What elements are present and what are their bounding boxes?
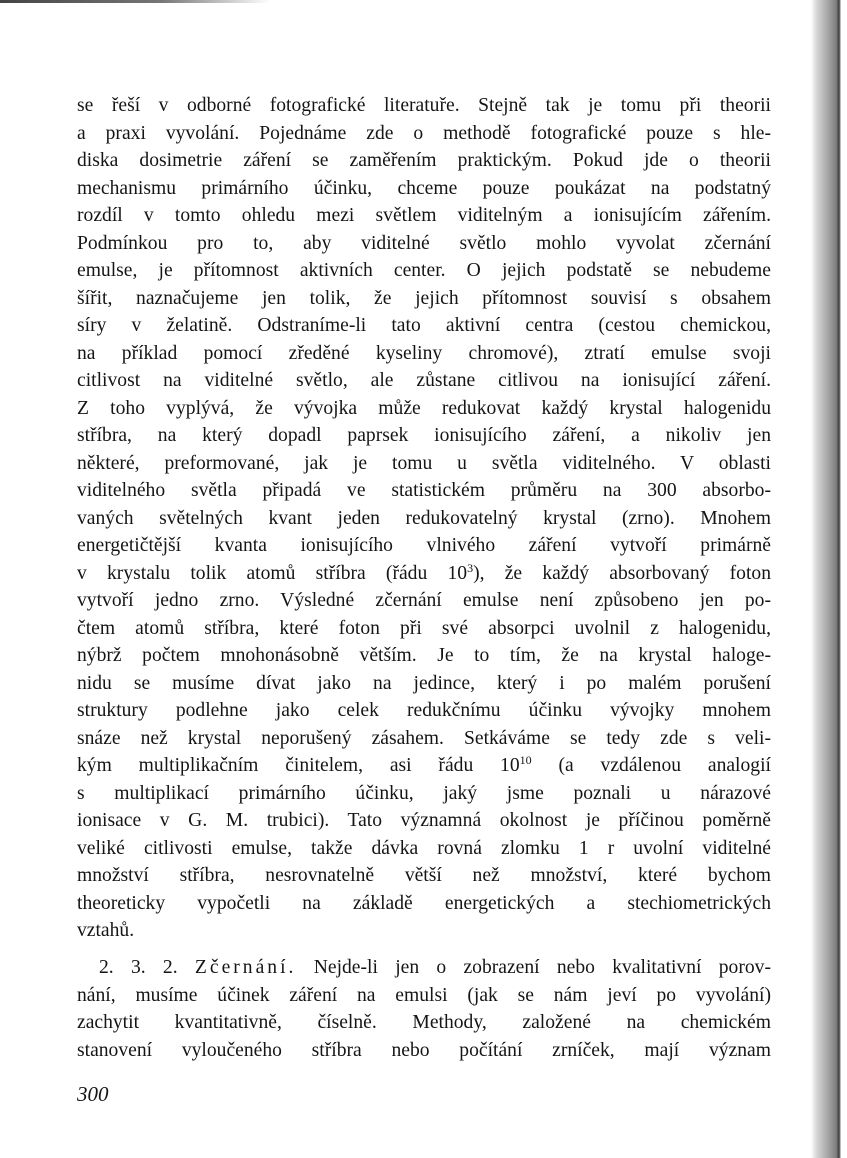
- text-line: na příklad pomocí zředěné kyseliny chromové), ztratí emulse svoji: [77, 342, 771, 364]
- text-line: emulse, je přítomnost aktivních center. O jejich podstatě se nebudeme: [77, 260, 771, 281]
- text-segment: (a vzdálenou analogií: [531, 755, 771, 776]
- exponent: 10: [519, 753, 532, 767]
- text-line: veliké citlivosti emulse, takže dávka rovná zlomku 1 r uvolní viditelné: [77, 837, 771, 859]
- scan-top-edge-shadow: [0, 0, 270, 3]
- text-line: se řeší v odborné fotografické literatuře. Stejně tak je tomu při theorii: [77, 95, 771, 116]
- text-line-with-exponent: [77, 752, 771, 780]
- text-line-with-exponent: [77, 560, 771, 588]
- exponent: 3: [467, 560, 474, 575]
- text-line: čtem atomů stříbra, které foton při své absorpci uvolnil z halogenidu,: [77, 617, 771, 639]
- section-2-3-2: [77, 954, 771, 1064]
- text-segment: v krystalu tolik atomů stříbra (řádu 10: [77, 562, 468, 584]
- text-line: ionisace v G. M. trubici). Tato významná okolnost je příčinou poměrně: [77, 810, 771, 831]
- text-line: zachytit kvantitativně, číselně. Methody, založené na chemickém: [77, 1012, 771, 1033]
- body-paragraph: [77, 92, 771, 945]
- text-line: diska dosimetrie záření se zaměřením praktickým. Pokud jde o theorii: [77, 150, 771, 171]
- text-line: síry v želatině. Odstraníme-li tato aktivní centra (cestou chemickou,: [77, 315, 771, 336]
- text-line: nýbrž počtem mnohonásobně větším. Je to tím, že na krystal haloge-: [77, 645, 771, 666]
- text-line: snáze než krystal neporušený zásahem. Setkáváme se tedy zde s veli-: [77, 727, 771, 749]
- text-line: vaných světelných kvant jeden redukovatelný krystal (zrno). Mnohem: [77, 507, 771, 529]
- text-segment: Nejde-li jen o zobrazení nebo kvalitativní porov-: [296, 957, 772, 978]
- text-line: mechanismu primárního účinku, chceme pouze poukázat na podstatný: [77, 177, 771, 199]
- text-line: a praxi vyvolání. Pojednáme zde o methodě fotografické pouze s hle-: [77, 122, 771, 144]
- text-line: viditelného světla připadá ve statistickém průměru na 300 absorbo-: [77, 480, 771, 501]
- book-binding-shadow: [811, 0, 847, 1158]
- text-line: Podmínkou pro to, aby viditelné světlo mohlo vyvolat zčernání: [77, 232, 771, 254]
- section-title: Zčernání.: [194, 957, 297, 978]
- text-line: stříbra, na který dopadl paprsek ionisujícího záření, a nikoliv jen: [77, 425, 771, 446]
- text-line: s multiplikací primárního účinku, jaký jsme poznali u nárazové: [77, 782, 771, 804]
- text-line: theoreticky vypočetli na základě energetických a stechiometrických: [77, 892, 771, 914]
- text-line: rozdíl v tomto ohledu mezi světlem viditelným a ionisujícím zářením.: [77, 205, 771, 226]
- text-segment: kým multiplikačním činitelem, asi řádu 10: [77, 755, 520, 776]
- text-line: energetičtější kvanta ionisujícího vlnivého záření vytvoří primárně: [77, 535, 771, 556]
- text-line: šířit, naznačujeme jen tolik, že jejich přítomnost souvisí s obsahem: [77, 287, 771, 309]
- text-line: nidu se musíme dívat jako na jedince, který i po malém porušení: [77, 672, 771, 694]
- text-segment: ), že každý absorbovaný foton: [473, 562, 771, 584]
- text-line: vytvoří jedno zrno. Výsledné zčernání emulse není způsobeno jen po-: [77, 590, 771, 611]
- text-line: množství stříbra, nesrovnatelně větší než množství, které bychom: [77, 865, 771, 886]
- text-line: struktury podlehne jako celek redukčnímu účinku vývojky mnohem: [77, 700, 771, 721]
- page-number: 300: [77, 1082, 109, 1106]
- text-line: nání, musíme účinek záření na emulsi (jak se nám jeví po vyvolání): [77, 984, 771, 1006]
- text-line: vztahů.: [77, 920, 135, 941]
- text-line: Z toho vyplývá, že vývojka může redukovat každý krystal halogenidu: [77, 397, 771, 419]
- text-line: stanovení vyloučeného stříbra nebo počítání zrníček, mají význam: [77, 1039, 771, 1061]
- text-line: citlivost na viditelné světlo, ale zůstane citlivou na ionisující záření.: [77, 370, 771, 391]
- text-line: některé, preformované, jak je tomu u světla viditelného. V oblasti: [77, 452, 771, 474]
- section-number: 2. 3. 2.: [99, 957, 178, 978]
- section-first-line: [77, 954, 771, 982]
